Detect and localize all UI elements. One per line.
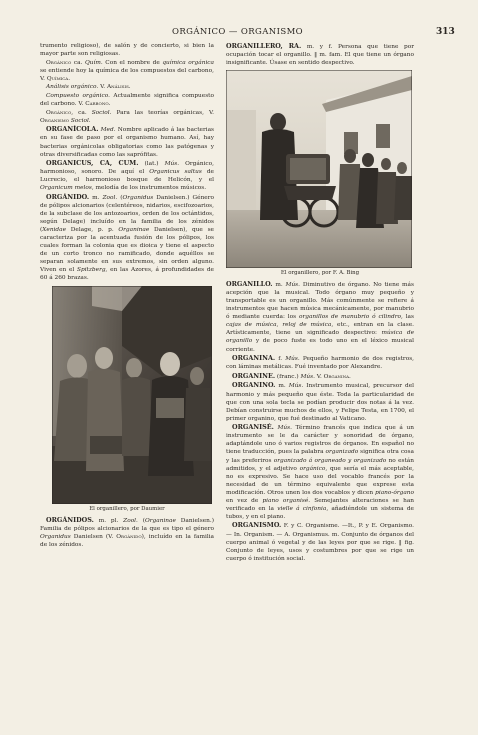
entry-organine: ORGANINE. (franc.) Mús. V. Organina. (232, 371, 351, 380)
entry-organicus: ORGANICUS, CA, CUM. (lat.) Mús. Orgánico, harmonioso, sonoro. De aquí el Organicus saltus de Lucrecio, el harmonioso bosque de Helicón, y el Organicum melos, melodía de los instrumentos músicos. (40, 159, 214, 192)
entry-organina: ORGANINA. f. Mús. Pequeño harmonio de dos registros, con láminas metálicas. Fué inventado por Alexandre. (226, 354, 415, 371)
entry-organillero: ORGANILLERO, RA. m. y f. Persona que tiene por ocupación tocar el organillo. ‖ m. fam. El que tiene un órgano insignificante. Úsase en sentido despectivo. (226, 42, 414, 67)
entry-organico-quim: Orgánico ca. Quím. Con el nombre de química orgánica se entiende hoy la química de los compuestos del carbono, V. Química. (40, 59, 214, 82)
entry-organico-sociol: Orgánico, ca. Sociol. Para las teorías orgánicas, V. Organismo Sociol. (40, 109, 214, 124)
entry-compuesto-organico: Compuesto orgánico. Actualmente significa compuesto del carbono. V. Carbono. (40, 93, 214, 108)
figure-daumier (40, 286, 214, 513)
running-title: ORGÁNICO — ORGANISMO (172, 27, 304, 37)
entry-continuation: trumento religioso), de salón y de concierto, si bien la mayor parte son religiosas. (40, 43, 214, 58)
entry-organise: ORGANISÉ. Mús. Término francés que indica que á un instrumento se le da carácter y sonoridad de órgano, adaptándole uno ó varios registros de órganos. En español no tiene traducción, pues la palabra organizado significa otra cosa y las preferiros organizado á organeado y organizado no están admitidos, y el adjetivo orgánico, que sería el más aceptable, no es expresivo. Se hace uso del vocablo francés por la necesidad de un término equivalente que exprese esta modificación. Otros unen los dos vocablos y dicen piano-órgano en vez de piano organisé. Semejantes alteraciones se han verificado en la vielle á cinfonia, añadiéndole un sistema de tubos, y en el piano. (226, 423, 415, 520)
figure-caption-daumier: El organillero, por Daumier (89, 505, 165, 512)
entry-organillo: ORGANILLO. m. Mús. Diminutivo de órgano. No tiene más acepción que la musical. Todo órgano muy pequeño y transportable es un organillo. Más comúnmente se refiere á instrumentos que hacen música mecánicamente, por manubrio ó mediante cuerda: los organillos de manubrio ó cilindro, las cajas de música, reloj de música, etc., entran en la clase. Artísticamente, tiene un significado despectivo: música de organillo y de poco fuste es todo uno en el léxico musical corriente. (226, 280, 414, 353)
page-header (0, 27, 478, 41)
entry-organido: ORGÁNIDO. m. Zool. (Organidus Danielsen.) Género de pólipos alcionarios (celentéreos, nidarios, escifozoarios, de la subclase de los antozoarios, orden de los octántidos, según Delage) incluído en la familia de los zénidos (Xenidae Delage, p. p. Organinae Danielsen), que se caracteriza por la acentuada fusión de los pólipos, los cuales forman la colonia que es dioica y tiene el aspecto de un corto tronco no ramificado, donde aquéllos se separan solamente en sus extremos, sin orden alguno. Viven en el Spitzberg, en las Azores, á profundidades de 60 á 260 brazas. (40, 193, 214, 282)
entry-organismo: ORGANISMO. F. y C. Organisme. —It., P. y E. Organismo. — In. Organism. — A. Organismus. m. Conjunto de órganos del cuerpo animal ó vegetal y de las leyes por que se rige. ‖ fig. Conjunto de leyes, usos y costumbres por que se rige un cuerpo ó institución social. (226, 521, 414, 562)
daumier-engraving (52, 286, 212, 504)
left-column (40, 42, 214, 549)
right-column (226, 42, 414, 563)
entry-analisis-organico: Análisis orgánico. V. Análisis. (46, 84, 131, 91)
figure-bing (226, 70, 414, 277)
entry-organidos: ORGÁNIDOS. m. pl. Zool. (Organinae Danielsen.) Familia de pólipos alcionarios de la que es tipo el género Organidus Danielsen (V. Orgánido), incluído en la familia de los zénidos. (40, 515, 215, 548)
entry-organino: ORGANINO. m. Mús. Instrumento musical, precursor del harmonio y más pequeño que éste. Toda la particularidad de que con una sola tecla se podían producir dos notas á la vez. Debían construirse muchos de ellos, y Felipe Testa, en 1700, el primer organino, que fué destinado al Vaticano. (226, 381, 414, 422)
figure-caption-bing: El organillero, por F. A. Bing (280, 270, 360, 277)
page-number: 313 (436, 27, 455, 37)
bing-engraving (226, 70, 412, 268)
entry-organicola: ORGANÍCOLA. Med. Nombre aplicado á las bacterias en su fase de paso por el organismo humano. Así, hay bacterias orgánicolas obligatorias como las patógenas y otras diversificadas como las saprófitas. (40, 125, 215, 158)
